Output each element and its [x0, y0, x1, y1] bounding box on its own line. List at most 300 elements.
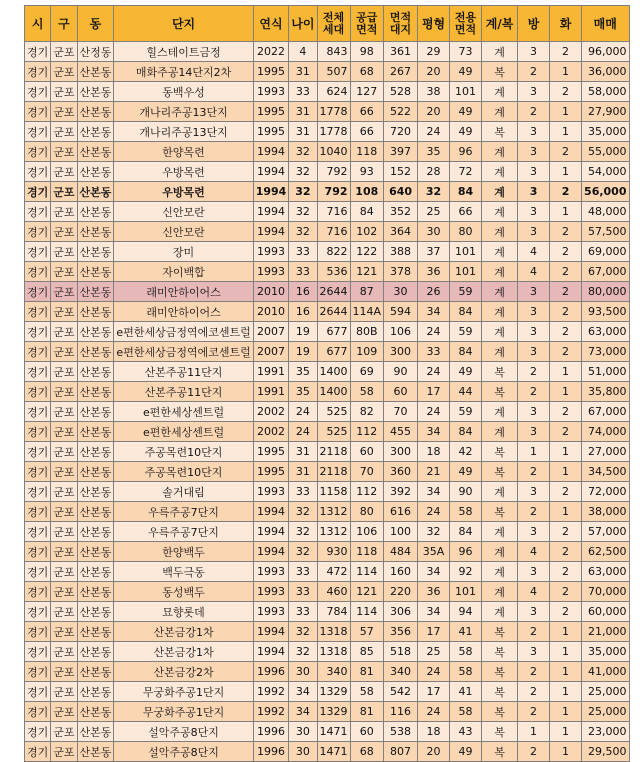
cell-exclusive-area: 59	[450, 402, 482, 422]
cell-rooms: 3	[518, 642, 550, 662]
cell-exclusive-area: 73	[450, 42, 482, 62]
cell-stair-corridor: 계	[482, 282, 518, 302]
cell-si: 경기	[25, 402, 51, 422]
cell-si: 경기	[25, 122, 51, 142]
apartment-price-table	[24, 5, 630, 762]
cell-rooms: 1	[518, 442, 550, 462]
cell-land-area: 160	[384, 562, 418, 582]
cell-year: 1994	[253, 202, 289, 222]
cell-price: 25,000	[582, 702, 629, 722]
cell-land-area: 522	[384, 102, 418, 122]
cell-pyeong: 17	[418, 382, 450, 402]
cell-si: 경기	[25, 722, 51, 742]
cell-si: 경기	[25, 262, 51, 282]
cell-price: 35,000	[582, 122, 629, 142]
cell-land-area: 361	[384, 42, 418, 62]
cell-si: 경기	[25, 642, 51, 662]
cell-stair-corridor: 복	[482, 662, 518, 682]
cell-dong: 산본동	[77, 142, 114, 162]
cell-baths: 1	[550, 622, 582, 642]
cell-price: 48,000	[582, 202, 629, 222]
cell-rooms: 3	[518, 402, 550, 422]
cell-complex: 신안모란	[114, 222, 253, 242]
cell-households: 822	[317, 242, 350, 262]
cell-rooms: 2	[518, 682, 550, 702]
cell-households: 843	[317, 42, 350, 62]
cell-year: 1994	[253, 162, 289, 182]
cell-age: 19	[289, 322, 317, 342]
cell-price: 36,000	[582, 62, 629, 82]
cell-pyeong: 17	[418, 622, 450, 642]
cell-year: 1994	[253, 142, 289, 162]
cell-supply-area: 121	[350, 582, 384, 602]
cell-exclusive-area: 84	[450, 522, 482, 542]
cell-pyeong: 25	[418, 202, 450, 222]
table-row	[25, 42, 630, 62]
cell-rooms: 2	[518, 622, 550, 642]
cell-baths: 2	[550, 402, 582, 422]
cell-rooms: 2	[518, 382, 550, 402]
col-header-price: 매매	[582, 6, 629, 42]
cell-complex: 신안모란	[114, 202, 253, 222]
col-header-rooms: 방	[518, 6, 550, 42]
cell-pyeong: 17	[418, 682, 450, 702]
cell-stair-corridor: 복	[482, 362, 518, 382]
cell-age: 24	[289, 402, 317, 422]
cell-gu: 군포	[51, 242, 77, 262]
cell-si: 경기	[25, 282, 51, 302]
cell-complex: 주공목련10단지	[114, 462, 253, 482]
cell-price: 63,000	[582, 322, 629, 342]
cell-rooms: 4	[518, 582, 550, 602]
cell-land-area: 720	[384, 122, 418, 142]
cell-households: 716	[317, 202, 350, 222]
cell-price: 38,000	[582, 502, 629, 522]
col-header-land-area: 면적 대지	[384, 6, 418, 42]
table-row	[25, 322, 630, 342]
cell-stair-corridor: 복	[482, 642, 518, 662]
cell-year: 1991	[253, 382, 289, 402]
cell-age: 33	[289, 82, 317, 102]
cell-gu: 군포	[51, 542, 77, 562]
cell-si: 경기	[25, 362, 51, 382]
cell-exclusive-area: 90	[450, 482, 482, 502]
cell-year: 2002	[253, 402, 289, 422]
cell-si: 경기	[25, 742, 51, 762]
cell-rooms: 3	[518, 602, 550, 622]
cell-exclusive-area: 101	[450, 82, 482, 102]
table-row	[25, 222, 630, 242]
cell-year: 1993	[253, 82, 289, 102]
cell-gu: 군포	[51, 462, 77, 482]
cell-age: 31	[289, 62, 317, 82]
cell-baths: 2	[550, 522, 582, 542]
table-row	[25, 362, 630, 382]
table-row	[25, 202, 630, 222]
table-row	[25, 542, 630, 562]
cell-price: 63,000	[582, 562, 629, 582]
cell-baths: 1	[550, 722, 582, 742]
cell-age: 32	[289, 142, 317, 162]
cell-land-area: 340	[384, 662, 418, 682]
cell-stair-corridor: 계	[482, 162, 518, 182]
cell-si: 경기	[25, 522, 51, 542]
col-header-pyeong: 평형	[418, 6, 450, 42]
cell-age: 31	[289, 442, 317, 462]
cell-price: 57,000	[582, 522, 629, 542]
cell-gu: 군포	[51, 362, 77, 382]
cell-gu: 군포	[51, 422, 77, 442]
cell-pyeong: 33	[418, 342, 450, 362]
cell-gu: 군포	[51, 62, 77, 82]
col-header-baths: 화	[550, 6, 582, 42]
cell-dong: 산본동	[77, 562, 114, 582]
cell-stair-corridor: 계	[482, 142, 518, 162]
cell-complex: 자이백합	[114, 262, 253, 282]
cell-supply-area: 85	[350, 642, 384, 662]
cell-land-area: 90	[384, 362, 418, 382]
cell-supply-area: 84	[350, 202, 384, 222]
cell-exclusive-area: 101	[450, 582, 482, 602]
cell-pyeong: 34	[418, 302, 450, 322]
cell-supply-area: 58	[350, 682, 384, 702]
cell-stair-corridor: 복	[482, 442, 518, 462]
cell-pyeong: 24	[418, 122, 450, 142]
cell-si: 경기	[25, 162, 51, 182]
table-row	[25, 742, 630, 762]
cell-supply-area: 114A	[350, 302, 384, 322]
cell-pyeong: 34	[418, 562, 450, 582]
cell-complex: 묘향롯데	[114, 602, 253, 622]
cell-pyeong: 30	[418, 222, 450, 242]
cell-rooms: 3	[518, 342, 550, 362]
cell-year: 2007	[253, 322, 289, 342]
cell-supply-area: 80	[350, 502, 384, 522]
cell-gu: 군포	[51, 602, 77, 622]
table-row	[25, 462, 630, 482]
cell-exclusive-area: 41	[450, 682, 482, 702]
cell-baths: 2	[550, 422, 582, 442]
cell-price: 25,000	[582, 682, 629, 702]
cell-pyeong: 38	[418, 82, 450, 102]
cell-year: 1994	[253, 522, 289, 542]
cell-supply-area: 81	[350, 702, 384, 722]
cell-stair-corridor: 계	[482, 562, 518, 582]
cell-baths: 1	[550, 742, 582, 762]
cell-si: 경기	[25, 662, 51, 682]
cell-rooms: 2	[518, 662, 550, 682]
cell-year: 2022	[253, 42, 289, 62]
cell-year: 1991	[253, 362, 289, 382]
cell-supply-area: 122	[350, 242, 384, 262]
cell-year: 1995	[253, 102, 289, 122]
cell-rooms: 2	[518, 502, 550, 522]
cell-stair-corridor: 계	[482, 522, 518, 542]
cell-age: 32	[289, 522, 317, 542]
cell-households: 1400	[317, 362, 350, 382]
table-row	[25, 242, 630, 262]
cell-land-area: 352	[384, 202, 418, 222]
cell-year: 1995	[253, 462, 289, 482]
cell-land-area: 455	[384, 422, 418, 442]
cell-baths: 2	[550, 582, 582, 602]
cell-age: 32	[289, 182, 317, 202]
cell-land-area: 106	[384, 322, 418, 342]
cell-stair-corridor: 계	[482, 82, 518, 102]
col-header-households: 전체 세대	[317, 6, 350, 42]
cell-dong: 산본동	[77, 522, 114, 542]
cell-age: 33	[289, 242, 317, 262]
cell-si: 경기	[25, 102, 51, 122]
cell-households: 1312	[317, 522, 350, 542]
cell-households: 1040	[317, 142, 350, 162]
cell-price: 60,000	[582, 602, 629, 622]
cell-complex: 개나리주공13단지	[114, 102, 253, 122]
cell-si: 경기	[25, 682, 51, 702]
cell-age: 31	[289, 102, 317, 122]
cell-age: 32	[289, 162, 317, 182]
cell-households: 792	[317, 162, 350, 182]
cell-supply-area: 58	[350, 382, 384, 402]
cell-complex: 장미	[114, 242, 253, 262]
cell-price: 27,000	[582, 442, 629, 462]
cell-supply-area: 112	[350, 422, 384, 442]
cell-si: 경기	[25, 622, 51, 642]
cell-exclusive-area: 92	[450, 562, 482, 582]
cell-households: 784	[317, 602, 350, 622]
cell-rooms: 4	[518, 262, 550, 282]
cell-stair-corridor: 복	[482, 682, 518, 702]
cell-rooms: 3	[518, 322, 550, 342]
cell-exclusive-area: 41	[450, 622, 482, 642]
cell-pyeong: 24	[418, 662, 450, 682]
cell-pyeong: 34	[418, 422, 450, 442]
cell-year: 1996	[253, 662, 289, 682]
cell-land-area: 484	[384, 542, 418, 562]
cell-supply-area: 69	[350, 362, 384, 382]
cell-rooms: 3	[518, 42, 550, 62]
cell-gu: 군포	[51, 622, 77, 642]
cell-pyeong: 18	[418, 442, 450, 462]
cell-baths: 2	[550, 242, 582, 262]
cell-gu: 군포	[51, 82, 77, 102]
cell-dong: 산본동	[77, 82, 114, 102]
cell-complex: 한양백두	[114, 542, 253, 562]
cell-dong: 산본동	[77, 622, 114, 642]
cell-land-area: 542	[384, 682, 418, 702]
col-header-supply-area: 공급 면적	[350, 6, 384, 42]
cell-households: 1400	[317, 382, 350, 402]
cell-age: 33	[289, 582, 317, 602]
cell-price: 51,000	[582, 362, 629, 382]
cell-complex: 동성백두	[114, 582, 253, 602]
cell-year: 1994	[253, 502, 289, 522]
cell-stair-corridor: 계	[482, 322, 518, 342]
cell-dong: 산본동	[77, 382, 114, 402]
cell-complex: 매화주공14단지2차	[114, 62, 253, 82]
cell-gu: 군포	[51, 142, 77, 162]
cell-stair-corridor: 복	[482, 622, 518, 642]
cell-land-area: 392	[384, 482, 418, 502]
cell-age: 33	[289, 602, 317, 622]
cell-si: 경기	[25, 582, 51, 602]
cell-dong: 산본동	[77, 242, 114, 262]
cell-gu: 군포	[51, 122, 77, 142]
cell-pyeong: 28	[418, 162, 450, 182]
cell-rooms: 4	[518, 242, 550, 262]
cell-stair-corridor: 계	[482, 482, 518, 502]
cell-pyeong: 37	[418, 242, 450, 262]
cell-pyeong: 24	[418, 502, 450, 522]
table-row	[25, 522, 630, 542]
cell-rooms: 1	[518, 722, 550, 742]
cell-year: 1993	[253, 262, 289, 282]
table-row	[25, 162, 630, 182]
cell-si: 경기	[25, 202, 51, 222]
cell-baths: 2	[550, 222, 582, 242]
cell-price: 21,000	[582, 622, 629, 642]
cell-dong: 산본동	[77, 62, 114, 82]
cell-households: 1158	[317, 482, 350, 502]
cell-baths: 1	[550, 362, 582, 382]
cell-si: 경기	[25, 42, 51, 62]
cell-si: 경기	[25, 562, 51, 582]
cell-supply-area: 118	[350, 142, 384, 162]
cell-exclusive-area: 96	[450, 542, 482, 562]
cell-dong: 산본동	[77, 302, 114, 322]
cell-complex: e편한세상금정역에코센트럴	[114, 322, 253, 342]
cell-land-area: 616	[384, 502, 418, 522]
table-row	[25, 62, 630, 82]
cell-age: 33	[289, 562, 317, 582]
cell-gu: 군포	[51, 382, 77, 402]
cell-exclusive-area: 84	[450, 302, 482, 322]
cell-land-area: 356	[384, 622, 418, 642]
cell-households: 1329	[317, 702, 350, 722]
cell-rooms: 3	[518, 202, 550, 222]
cell-stair-corridor: 계	[482, 42, 518, 62]
cell-gu: 군포	[51, 302, 77, 322]
col-header-gu: 구	[51, 6, 77, 42]
cell-exclusive-area: 43	[450, 722, 482, 742]
cell-age: 32	[289, 622, 317, 642]
cell-pyeong: 20	[418, 102, 450, 122]
cell-households: 525	[317, 422, 350, 442]
cell-supply-area: 66	[350, 102, 384, 122]
cell-dong: 산본동	[77, 402, 114, 422]
cell-complex: e편한세상센트럴	[114, 402, 253, 422]
cell-households: 792	[317, 182, 350, 202]
cell-year: 1996	[253, 742, 289, 762]
cell-dong: 산본동	[77, 262, 114, 282]
cell-si: 경기	[25, 222, 51, 242]
cell-rooms: 4	[518, 542, 550, 562]
cell-households: 716	[317, 222, 350, 242]
cell-stair-corridor: 계	[482, 582, 518, 602]
cell-households: 1329	[317, 682, 350, 702]
cell-households: 624	[317, 82, 350, 102]
cell-year: 1994	[253, 182, 289, 202]
table-row	[25, 82, 630, 102]
cell-price: 96,000	[582, 42, 629, 62]
cell-land-area: 300	[384, 442, 418, 462]
cell-baths: 1	[550, 162, 582, 182]
cell-supply-area: 108	[350, 182, 384, 202]
cell-exclusive-area: 44	[450, 382, 482, 402]
cell-land-area: 640	[384, 182, 418, 202]
cell-age: 30	[289, 662, 317, 682]
col-header-age: 나이	[289, 6, 317, 42]
cell-price: 27,900	[582, 102, 629, 122]
cell-land-area: 300	[384, 342, 418, 362]
cell-land-area: 378	[384, 262, 418, 282]
cell-age: 32	[289, 202, 317, 222]
cell-age: 34	[289, 702, 317, 722]
cell-gu: 군포	[51, 402, 77, 422]
cell-age: 35	[289, 362, 317, 382]
cell-stair-corridor: 복	[482, 382, 518, 402]
cell-dong: 산본동	[77, 362, 114, 382]
cell-si: 경기	[25, 382, 51, 402]
cell-complex: 설악주공8단지	[114, 742, 253, 762]
cell-households: 1471	[317, 722, 350, 742]
cell-pyeong: 26	[418, 282, 450, 302]
cell-age: 33	[289, 482, 317, 502]
cell-rooms: 3	[518, 302, 550, 322]
cell-complex: 무궁화주공1단지	[114, 682, 253, 702]
cell-dong: 산본동	[77, 122, 114, 142]
cell-stair-corridor: 복	[482, 722, 518, 742]
table-row	[25, 422, 630, 442]
cell-exclusive-area: 66	[450, 202, 482, 222]
cell-households: 677	[317, 322, 350, 342]
cell-dong: 산본동	[77, 722, 114, 742]
cell-pyeong: 36	[418, 582, 450, 602]
cell-households: 2118	[317, 442, 350, 462]
cell-baths: 1	[550, 702, 582, 722]
cell-land-area: 807	[384, 742, 418, 762]
table-row	[25, 602, 630, 622]
cell-dong: 산본동	[77, 462, 114, 482]
cell-gu: 군포	[51, 742, 77, 762]
cell-baths: 2	[550, 302, 582, 322]
cell-gu: 군포	[51, 642, 77, 662]
cell-age: 30	[289, 742, 317, 762]
cell-stair-corridor: 계	[482, 262, 518, 282]
cell-pyeong: 35	[418, 142, 450, 162]
cell-land-area: 30	[384, 282, 418, 302]
cell-year: 2002	[253, 422, 289, 442]
cell-price: 35,800	[582, 382, 629, 402]
cell-complex: 산본주공11단지	[114, 382, 253, 402]
cell-rooms: 2	[518, 362, 550, 382]
cell-complex: 솔거대림	[114, 482, 253, 502]
cell-exclusive-area: 49	[450, 102, 482, 122]
table-row	[25, 102, 630, 122]
cell-exclusive-area: 49	[450, 362, 482, 382]
cell-exclusive-area: 94	[450, 602, 482, 622]
cell-year: 1994	[253, 642, 289, 662]
cell-price: 67,000	[582, 402, 629, 422]
cell-si: 경기	[25, 242, 51, 262]
cell-age: 16	[289, 282, 317, 302]
cell-pyeong: 20	[418, 62, 450, 82]
cell-dong: 산본동	[77, 162, 114, 182]
cell-supply-area: 80B	[350, 322, 384, 342]
table-row	[25, 122, 630, 142]
cell-age: 32	[289, 542, 317, 562]
cell-price: 74,000	[582, 422, 629, 442]
